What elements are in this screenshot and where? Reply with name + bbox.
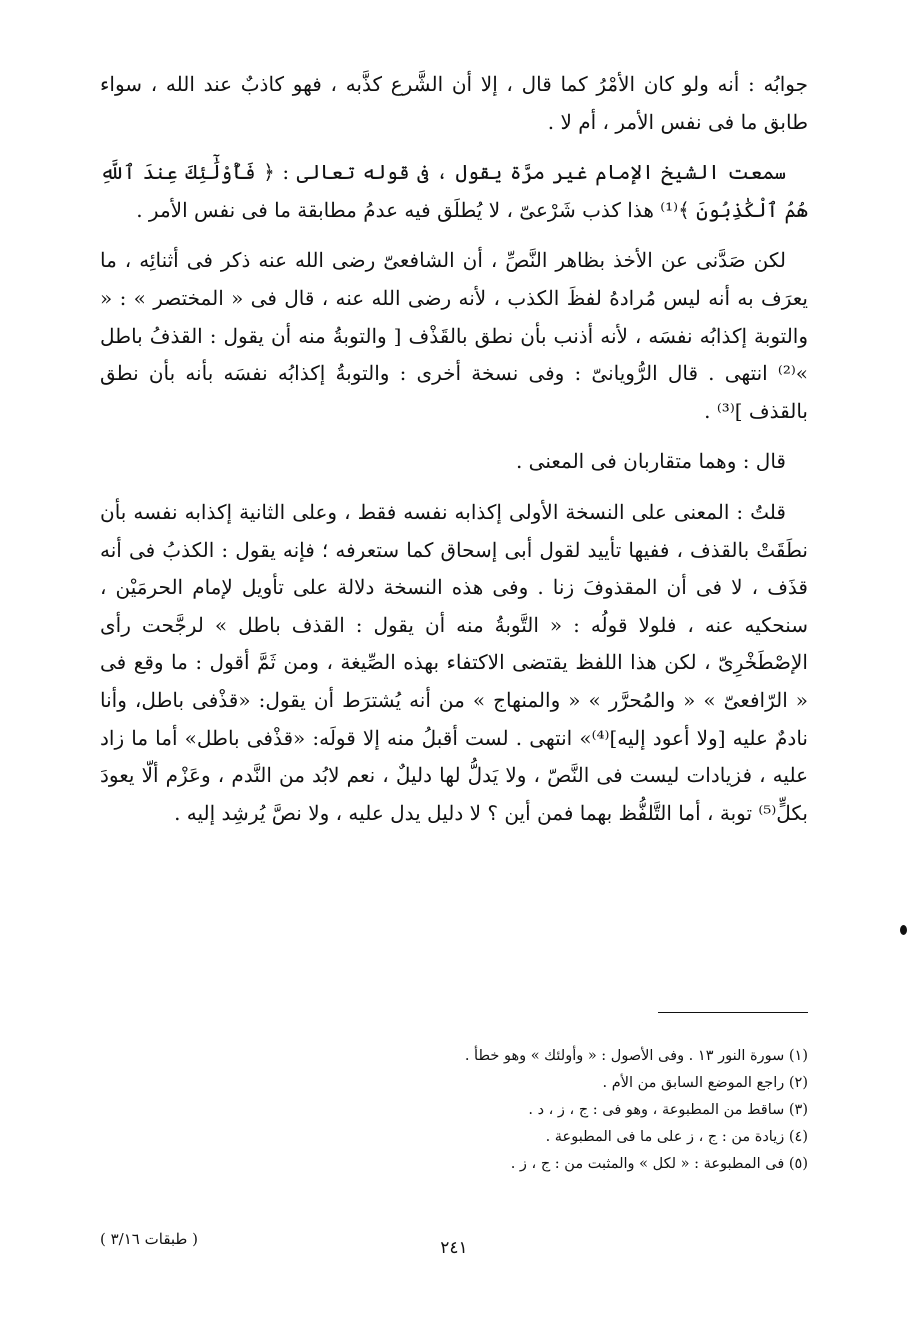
- paragraph: سمعت الشيخ الإمام غير مرَّة يقول ، فى قوله تعالى : ﴿ فَأُوْلَٰٓئِكَ عِندَ ٱللَّهِ هُمُ ٱلْكَٰذِبُونَ ﴾⁽¹⁾ هذا كذب شَرْعىّ ، لا يُطلَق فيه عدمُ مطابقة ما فى نفس الأمر .: [100, 160, 808, 222]
- printer-signature: ( طبقات ٣/١٦ ): [100, 1230, 198, 1248]
- body-text: [100, 66, 808, 832]
- paragraph: قلتُ : المعنى على النسخة الأولى إكذابه نفسه فقط ، وعلى الثانية إكذابه نفسه بأن نطَقَتْ بالقذف ، ففيها تأييد لقول أبى إسحاق كما ستعرفه ؛ فإنه يقول : الكذبُ فى أنه قذَف ، لا فى أن المقذوفَ زنا . وفى هذه النسخة دلالة على تأويل لإمام الحرمَيْن ، سنحكيه عنه ، فلولا قولُه : « التَّوبةُ منه أن يقول : القذف باطل » لرجَّحت رأى الإصْطَخْرِىّ ، لكن هذا اللفظ يقتضى الاكتفاء بهذه الصِّيغة ، ومن ثَمَّ أقول : ما وقع فى « الرّافعىّ » « والمُحرَّر » « والمنهاج » من أنه يُشترَط أن يقول: «قذْفى باطل، وأنا نادمٌ عليه [ولا أعود إليه]⁽⁴⁾» انتهى . لست أقبلُ منه إلا قولَه: «قذْفى باطل» أما ما زاد عليه ، فزيادات ليست فى النَّصّ ، ولا يَدلُّ لها دليلٌ ، نعم لابُد من النَّدم ، وعَزْم ألّا يعودَ بكلٍّ⁽⁵⁾ توبة ، أما التَّلفُّظ بهما فمن أين ؟ لا دليل يدل عليه ، ولا نصَّ يُرشِد إليه .: [100, 499, 808, 825]
- paragraph: جوابُه : أنه ولو كان الأمْرُ كما قال ، إلا أن الشَّرع كذَّبه ، فهو كاذبٌ عند الله ، سواء طابق ما فى نفس الأمر ، أم لا .: [100, 72, 808, 134]
- footnote-3: (٣) ساقط من المطبوعة ، وهو فى : ج ، ز ، د .: [528, 1102, 808, 1118]
- page-number: ٢٤١: [440, 1238, 468, 1258]
- footnotes: [208, 1043, 808, 1178]
- paragraph: قال : وهما متقاربان فى المعنى .: [515, 449, 786, 474]
- margin-mark: [900, 925, 907, 935]
- footnote-1: (١) سورة النور ١٣ . وفى الأصول : « وأولئك » وهو خطأ .: [464, 1048, 808, 1064]
- footnote-5: (٥) فى المطبوعة : « لكل » والمثبت من : ج ، ز .: [510, 1156, 808, 1172]
- footnote-2: (٢) راجع الموضع السابق من الأم .: [602, 1075, 808, 1091]
- footnote-4: (٤) زيادة من : ج ، ز على ما فى المطبوعة .: [545, 1129, 808, 1145]
- paragraph: لكن صَدَّنى عن الأخذ بظاهر النَّصِّ ، أن الشافعىّ رضى الله عنه ذكر فى أثنائِه ، ما يعرَف به أنه ليس مُرادهُ لفظَ الكذب ، لأنه رضى الله عنه ، قال فى « المختصر » : « والتوبة إكذابُه نفسَه ، لأنه أذنب بأن نطق بالقَذْف [ والتوبةُ منه أن يقول : القذفُ باطل »⁽²⁾ انتهى . قال الرُّويانىّ : وفى نسخة أخرى : والتوبةُ إكذابُه نفسَه بأنه بأن نطق بالقذف ]⁽³⁾ .: [100, 248, 808, 423]
- footnote-separator: [658, 1012, 808, 1013]
